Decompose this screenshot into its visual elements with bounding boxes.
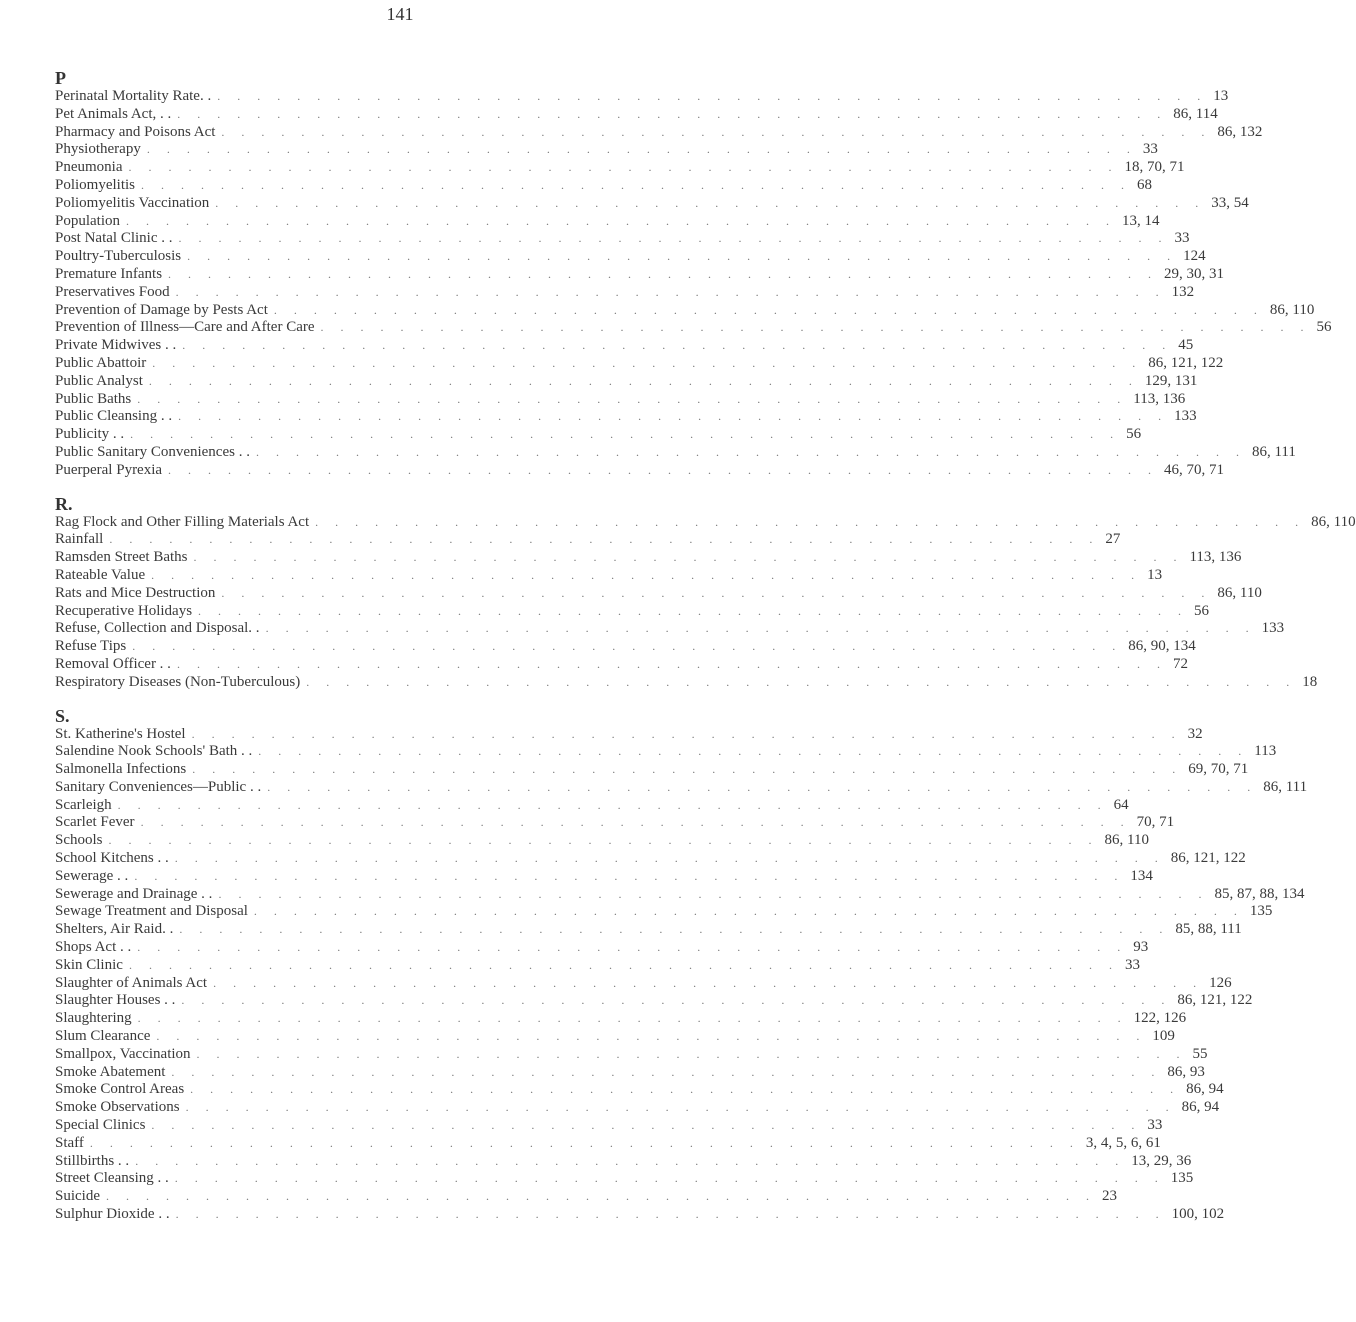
index-entry bbox=[55, 372, 1198, 391]
index-entry bbox=[55, 265, 1225, 284]
dot-leader: . . . . . . . . . . . . . . . . . . . . . . . . . . . . . . . . . . . . . . . . . . . . . . . . . . bbox=[253, 904, 1244, 919]
dot-leader: . . . . . . . . . . . . . . . . . . . . . . . . . . . . . . . . . . . . . . . . . . . . . . . . . . bbox=[192, 762, 1183, 777]
entry-term: Rag Flock and Other Filling Materials Act bbox=[55, 513, 310, 530]
dot-leader: . . . . . . . . . . . . . . . . . . . . . . . . . . . . . . . . . . . . . . . . . . . . . . . . . . bbox=[141, 177, 1132, 192]
entry-term: Physiotherapy bbox=[55, 141, 141, 158]
index-entry bbox=[55, 123, 1263, 142]
index-entry bbox=[55, 673, 1318, 692]
entry-term: Preservatives Food bbox=[55, 283, 170, 300]
entry-term: Prevention of Illness—Care and After Care bbox=[55, 319, 315, 336]
index-entry bbox=[55, 778, 1308, 797]
entry-term: Public Cleansing . . bbox=[55, 408, 173, 425]
dot-leader: . . . . . . . . . . . . . . . . . . . . . . . . . . . . . . . . . . . . . . . . . . . . . . . . . . bbox=[146, 142, 1137, 157]
index-entry bbox=[55, 638, 1196, 656]
index-entry bbox=[55, 337, 1194, 355]
entry-term: Sewage Treatment and Disposal bbox=[55, 903, 248, 920]
index-entry bbox=[55, 832, 1149, 850]
index-entry bbox=[55, 443, 1296, 462]
entry-pages: 100, 102 bbox=[1171, 1206, 1225, 1223]
index-entry bbox=[55, 655, 1188, 674]
index-entry bbox=[55, 850, 1246, 868]
entry-pages: 56 bbox=[1126, 426, 1142, 443]
entry-term: Sanitary Conveniences—Public . . bbox=[55, 778, 262, 795]
dot-leader: . . . . . . . . . . . . . . . . . . . . . . . . . . . . . . . . . . . . . . . . . . . . . . . . . . bbox=[215, 195, 1206, 210]
index-entry bbox=[55, 531, 1121, 549]
dot-leader: . . . . . . . . . . . . . . . . . . . . . . . . . . . . . . . . . . . . . . . . . . . . . . . . . . bbox=[196, 1046, 1187, 1061]
section-letter: P bbox=[55, 68, 66, 88]
entry-pages: 3, 4, 5, 6, 61 bbox=[1085, 1134, 1161, 1151]
entry-pages: 86, 94 bbox=[1181, 1099, 1220, 1116]
entry-term: Salmonella Infections bbox=[55, 761, 187, 778]
entry-pages: 33 bbox=[1174, 230, 1190, 247]
entry-term: Publicity . . bbox=[55, 426, 125, 443]
entry-pages: 133 bbox=[1174, 408, 1197, 425]
index-entry bbox=[55, 354, 1224, 373]
index-entry bbox=[55, 1028, 1175, 1046]
dot-leader: . . . . . . . . . . . . . . . . . . . . . . . . . . . . . . . . . . . . . . . . . . . . . . . . . . bbox=[126, 213, 1117, 228]
dot-leader: . . . . . . . . . . . . . . . . . . . . . . . . . . . . . . . . . . . . . . . . . . . . . . . . . . bbox=[218, 886, 1209, 901]
entry-term: Schools bbox=[55, 832, 103, 849]
entry-pages: 86, 111 bbox=[1251, 443, 1296, 460]
entry-term: Smoke Observations bbox=[55, 1099, 180, 1116]
entry-term: Recuperative Holidays bbox=[55, 602, 193, 619]
entry-pages: 13, 29, 36 bbox=[1131, 1152, 1192, 1169]
entry-pages: 86, 121, 122 bbox=[1177, 992, 1253, 1009]
entry-term: Rats and Mice Destruction bbox=[55, 584, 216, 601]
entry-term: Street Cleansing . . bbox=[55, 1170, 169, 1187]
entry-pages: 86, 110 bbox=[1217, 584, 1262, 601]
entry-pages: 135 bbox=[1249, 903, 1273, 920]
entry-term: St. Katherine's Hostel bbox=[55, 725, 186, 742]
entry-pages: 126 bbox=[1209, 974, 1232, 991]
entry-pages: 23 bbox=[1102, 1188, 1117, 1205]
index-entry bbox=[55, 903, 1273, 921]
entry-pages: 46, 70, 71 bbox=[1164, 461, 1225, 478]
index-section bbox=[55, 493, 1356, 692]
entry-term: Puerperal Pyrexia bbox=[55, 461, 163, 478]
index-entry bbox=[55, 921, 1242, 939]
entry-term: Special Clinics bbox=[55, 1117, 146, 1134]
entry-pages: 86, 90, 134 bbox=[1128, 638, 1196, 655]
entry-term: Stillbirths . . bbox=[55, 1152, 130, 1169]
entry-term: Slaughter Houses . . bbox=[55, 992, 176, 1009]
section-letter: S. bbox=[55, 705, 70, 726]
entry-pages: 70, 71 bbox=[1136, 814, 1175, 831]
index-entry bbox=[55, 426, 1142, 444]
entry-pages: 86, 93 bbox=[1167, 1063, 1205, 1080]
index-entry bbox=[55, 761, 1249, 779]
entry-term: Sewerage . . bbox=[55, 867, 129, 884]
index-entry bbox=[55, 159, 1185, 177]
entry-term: Slum Clearance bbox=[55, 1028, 151, 1045]
index-entry bbox=[55, 992, 1253, 1010]
index-entry bbox=[55, 814, 1175, 832]
index-entry bbox=[55, 88, 1229, 106]
dot-leader: . . . . . . . . . . . . . . . . . . . . . . . . . . . . . . . . . . . . . . . . . . . . . . . . . . bbox=[132, 639, 1123, 654]
dot-leader: . . . . . . . . . . . . . . . . . . . . . . . . . . . . . . . . . . . . . . . . . . . . . . . . . . bbox=[175, 1207, 1166, 1222]
index-entry bbox=[55, 796, 1129, 815]
entry-pages: 134 bbox=[1130, 867, 1153, 884]
dot-leader: . . . . . . . . . . . . . . . . . . . . . . . . . . . . . . . . . . . . . . . . . . . . . . . . . . bbox=[217, 89, 1208, 103]
entry-term: Sulphur Dioxide . . bbox=[55, 1206, 170, 1223]
dot-leader: . . . . . . . . . . . . . . . . . . . . . . . . . . . . . . . . . . . . . . . . . . . . . . . . . . bbox=[221, 124, 1212, 139]
index-entry bbox=[55, 867, 1153, 886]
entry-term: Private Midwives . . bbox=[55, 337, 177, 354]
dot-leader: . . . . . . . . . . . . . . . . . . . . . . . . . . . . . . . . . . . . . . . . . . . . . . . . . . bbox=[191, 726, 1182, 741]
index-entry bbox=[55, 1099, 1220, 1117]
entry-term: Smoke Abatement bbox=[55, 1063, 166, 1080]
index-entry bbox=[55, 725, 1203, 744]
dot-leader: . . . . . . . . . . . . . . . . . . . . . . . . . . . . . . . . . . . . . . . . . . . . . . . . . . bbox=[181, 993, 1172, 1008]
index-entry bbox=[55, 956, 1140, 975]
index-entry bbox=[55, 390, 1186, 409]
dot-leader: . . . . . . . . . . . . . . . . . . . . . . . . . . . . . . . . . . . . . . . . . . . . . . . . . . bbox=[148, 373, 1139, 388]
index-entry bbox=[55, 283, 1195, 302]
entry-pages: 109 bbox=[1152, 1028, 1175, 1045]
dot-leader: . . . . . . . . . . . . . . . . . . . . . . . . . . . . . . . . . . . . . . . . . . . . . . . . . . bbox=[176, 656, 1167, 671]
entry-pages: 86, 114 bbox=[1173, 105, 1218, 122]
entry-term: Slaughter of Animals Act bbox=[55, 974, 208, 991]
entry-term: Public Sanitary Conveniences . . bbox=[55, 443, 250, 460]
entry-term: Skin Clinic bbox=[55, 956, 123, 973]
entry-pages: 32 bbox=[1187, 725, 1203, 742]
index-entry bbox=[55, 1010, 1187, 1028]
index-entry bbox=[55, 1063, 1205, 1082]
entry-pages: 86, 110 bbox=[1311, 513, 1356, 530]
dot-leader: . . . . . . . . . . . . . . . . . . . . . . . . . . . . . . . . . . . . . . . . . . . . . . . . . . bbox=[177, 106, 1168, 121]
dot-leader: . . . . . . . . . . . . . . . . . . . . . . . . . . . . . . . . . . . . . . . . . . . . . . . . . . bbox=[151, 567, 1142, 582]
dot-leader: . . . . . . . . . . . . . . . . . . . . . . . . . . . . . . . . . . . . . . . . . . . . . . . . . . bbox=[255, 444, 1246, 459]
dot-leader: . . . . . . . . . . . . . . . . . . . . . . . . . . . . . . . . . . . . . . . . . . . . . . . . . . bbox=[187, 249, 1178, 264]
entry-term: Post Natal Clinic . . bbox=[55, 230, 173, 247]
entry-pages: 56 bbox=[1194, 602, 1210, 619]
dot-leader: . . . . . . . . . . . . . . . . . . . . . . . . . . . . . . . . . . . . . . . . . . . . . . . . . . bbox=[117, 797, 1108, 812]
dot-leader: . . . . . . . . . . . . . . . . . . . . . . . . . . . . . . . . . . . . . . . . . . . . . . . . . . bbox=[137, 1011, 1128, 1026]
dot-leader: . . . . . . . . . . . . . . . . . . . . . . . . . . . . . . . . . . . . . . . . . . . . . . . . . . bbox=[315, 514, 1306, 529]
index-entry bbox=[55, 301, 1315, 320]
dot-leader: . . . . . . . . . . . . . . . . . . . . . . . . . . . . . . . . . . . . . . . . . . . . . . . . . . bbox=[130, 427, 1121, 442]
entry-term: Poliomyelitis Vaccination bbox=[55, 194, 210, 211]
entry-term: Refuse, Collection and Disposal. . bbox=[55, 620, 260, 637]
dot-leader: . . . . . . . . . . . . . . . . . . . . . . . . . . . . . . . . . . . . . . . . . . . . . . . . . . bbox=[134, 868, 1125, 883]
entry-pages: 68 bbox=[1137, 176, 1153, 193]
entry-pages: 113, 136 bbox=[1133, 390, 1186, 407]
index-entry bbox=[55, 620, 1285, 638]
index-entry bbox=[55, 1188, 1117, 1206]
entry-term: Public Analyst bbox=[55, 372, 143, 389]
entry-pages: 113 bbox=[1254, 743, 1277, 760]
dot-leader: . . . . . . . . . . . . . . . . . . . . . . . . . . . . . . . . . . . . . . . . . . . . . . . . . . bbox=[174, 1171, 1165, 1186]
entry-term: Slaughtering bbox=[55, 1010, 132, 1027]
entry-term: Perinatal Mortality Rate. . bbox=[55, 88, 212, 104]
entry-pages: 27 bbox=[1105, 531, 1121, 548]
dot-leader: . . . . . . . . . . . . . . . . . . . . . . . . . . . . . . . . . . . . . . . . . . . . . . . . . . bbox=[128, 957, 1119, 972]
index-entry bbox=[55, 212, 1160, 231]
entry-term: Removal Officer . . bbox=[55, 655, 171, 672]
dot-leader: . . . . . . . . . . . . . . . . . . . . . . . . . . . . . . . . . . . . . . . . . . . . . . . . . . bbox=[174, 851, 1165, 866]
entry-pages: 13 bbox=[1213, 88, 1229, 104]
entry-term: Scarleigh bbox=[55, 796, 112, 813]
entry-pages: 129, 131 bbox=[1144, 372, 1198, 389]
dot-leader: . . . . . . . . . . . . . . . . . . . . . . . . . . . . . . . . . . . . . . . . . . . . . . . . . . bbox=[178, 409, 1169, 424]
dot-leader: . . . . . . . . . . . . . . . . . . . . . . . . . . . . . . . . . . . . . . . . . . . . . . . . . . bbox=[267, 779, 1258, 794]
index-entry bbox=[55, 319, 1332, 337]
entry-pages: 45 bbox=[1178, 337, 1194, 354]
index-entry bbox=[55, 230, 1190, 248]
entry-pages: 33 bbox=[1147, 1117, 1163, 1134]
index-listing bbox=[55, 68, 1356, 1238]
dot-leader: . . . . . . . . . . . . . . . . . . . . . . . . . . . . . . . . . . . . . . . . . . . . . . . . . . bbox=[109, 532, 1100, 547]
entry-term: School Kitchens . . bbox=[55, 850, 169, 867]
dot-leader: . . . . . . . . . . . . . . . . . . . . . . . . . . . . . . . . . . . . . . . . . . . . . . . . . . bbox=[152, 355, 1143, 370]
entry-pages: 85, 87, 88, 134 bbox=[1214, 885, 1305, 902]
entry-term: Refuse Tips bbox=[55, 638, 127, 655]
index-entry bbox=[55, 1206, 1225, 1224]
index-entry bbox=[55, 885, 1305, 904]
dot-leader: . . . . . . . . . . . . . . . . . . . . . . . . . . . . . . . . . . . . . . . . . . . . . . . . . . bbox=[258, 744, 1249, 759]
dot-leader: . . . . . . . . . . . . . . . . . . . . . . . . . . . . . . . . . . . . . . . . . . . . . . . . . . bbox=[168, 266, 1159, 281]
entry-pages: 86, 110 bbox=[1269, 301, 1315, 318]
entry-pages: 18 bbox=[1302, 673, 1318, 690]
entry-term: Staff bbox=[55, 1134, 84, 1151]
entry-pages: 33, 54 bbox=[1211, 194, 1249, 211]
dot-leader: . . . . . . . . . . . . . . . . . . . . . . . . . . . . . . . . . . . . . . . . . . . . . . . . . . bbox=[190, 1082, 1181, 1097]
entry-pages: 122, 126 bbox=[1133, 1010, 1187, 1027]
index-entry bbox=[55, 974, 1232, 993]
index-entry bbox=[55, 1152, 1192, 1171]
dot-leader: . . . . . . . . . . . . . . . . . . . . . . . . . . . . . . . . . . . . . . . . . . . . . . . . . . bbox=[273, 302, 1264, 317]
dot-leader: . . . . . . . . . . . . . . . . . . . . . . . . . . . . . . . . . . . . . . . . . . . . . . . . . . bbox=[213, 975, 1204, 990]
dot-leader: . . . . . . . . . . . . . . . . . . . . . . . . . . . . . . . . . . . . . . . . . . . . . . . . . . bbox=[135, 1153, 1126, 1168]
entry-pages: 85, 88, 111 bbox=[1175, 921, 1242, 938]
entry-pages: 135 bbox=[1170, 1170, 1194, 1187]
entry-term: Prevention of Damage by Pests Act bbox=[55, 301, 268, 318]
entry-term: Rateable Value bbox=[55, 566, 146, 583]
dot-leader: . . . . . . . . . . . . . . . . . . . . . . . . . . . . . . . . . . . . . . . . . . . . . . . . . . bbox=[106, 1189, 1096, 1204]
entry-term: Shelters, Air Raid. . bbox=[55, 921, 174, 938]
entry-pages: 64 bbox=[1113, 796, 1129, 813]
dot-leader: . . . . . . . . . . . . . . . . . . . . . . . . . . . . . . . . . . . . . . . . . . . . . . . . . . bbox=[193, 550, 1184, 565]
index-entry bbox=[55, 1045, 1208, 1064]
index-section bbox=[55, 705, 1308, 1224]
index-entry bbox=[55, 248, 1206, 266]
entry-pages: 13, 14 bbox=[1122, 212, 1160, 229]
entry-term: Smallpox, Vaccination bbox=[55, 1045, 191, 1062]
dot-leader: . . . . . . . . . . . . . . . . . . . . . . . . . . . . . . . . . . . . . . . . . . . . . . . . . . bbox=[306, 674, 1297, 689]
entry-pages: 132 bbox=[1171, 283, 1195, 300]
entry-pages: 33 bbox=[1124, 956, 1140, 973]
dot-leader: . . . . . . . . . . . . . . . . . . . . . . . . . . . . . . . . . . . . . . . . . . . . . . . . . . bbox=[221, 585, 1212, 600]
entry-pages: 93 bbox=[1133, 939, 1149, 956]
dot-leader: . . . . . . . . . . . . . . . . . . . . . . . . . . . . . . . . . . . . . . . . . . . . . . . . . . bbox=[89, 1135, 1080, 1150]
dot-leader: . . . . . . . . . . . . . . . . . . . . . . . . . . . . . . . . . . . . . . . . . . . . . . . . . . bbox=[140, 815, 1131, 830]
entry-pages: 86, 94 bbox=[1186, 1081, 1224, 1098]
dot-leader: . . . . . . . . . . . . . . . . . . . . . . . . . . . . . . . . . . . . . . . . . . . . . . . . . . bbox=[137, 940, 1128, 955]
entry-term: Shops Act . . bbox=[55, 939, 132, 956]
entry-term: Smoke Control Areas bbox=[55, 1081, 185, 1098]
entry-pages: 72 bbox=[1172, 655, 1188, 672]
entry-pages: 18, 70, 71 bbox=[1124, 159, 1185, 176]
dot-leader: . . . . . . . . . . . . . . . . . . . . . . . . . . . . . . . . . . . . . . . . . . . . . . . . . . bbox=[179, 922, 1170, 937]
index-entry bbox=[55, 1134, 1161, 1153]
entry-term: Pet Animals Act, . . bbox=[55, 105, 172, 122]
index-entry bbox=[55, 408, 1197, 426]
index-entry bbox=[55, 194, 1249, 213]
dot-leader: . . . . . . . . . . . . . . . . . . . . . . . . . . . . . . . . . . . . . . . . . . . . . . . . . . bbox=[265, 621, 1256, 636]
entry-term: Pneumonia bbox=[55, 159, 123, 176]
dot-leader: . . . . . . . . . . . . . . . . . . . . . . . . . . . . . . . . . . . . . . . . . . . . . . . . . . bbox=[175, 284, 1166, 299]
dot-leader: . . . . . . . . . . . . . . . . . . . . . . . . . . . . . . . . . . . . . . . . . . . . . . . . . . bbox=[198, 603, 1189, 618]
dot-leader: . . . . . . . . . . . . . . . . . . . . . . . . . . . . . . . . . . . . . . . . . . . . . . . . . . bbox=[137, 391, 1128, 406]
index-entry bbox=[55, 513, 1356, 532]
index-entry bbox=[55, 141, 1158, 159]
dot-leader: . . . . . . . . . . . . . . . . . . . . . . . . . . . . . . . . . . . . . . . . . . . . . . . . . . bbox=[156, 1029, 1147, 1044]
entry-term: Poliomyelitis bbox=[55, 176, 136, 193]
entry-term: Suicide bbox=[55, 1188, 100, 1205]
entry-term: Sewerage and Drainage . . bbox=[55, 885, 213, 902]
entry-pages: 86, 110 bbox=[1104, 832, 1149, 849]
index-entry bbox=[55, 461, 1225, 480]
entry-pages: 124 bbox=[1183, 248, 1206, 265]
section-letter: R. bbox=[55, 493, 73, 514]
entry-term: Scarlet Fever bbox=[55, 814, 135, 831]
index-entry bbox=[55, 1170, 1194, 1188]
entry-term: Ramsden Street Baths bbox=[55, 549, 188, 566]
entry-term: Poultry-Tuberculosis bbox=[55, 248, 182, 265]
dot-leader: . . . . . . . . . . . . . . . . . . . . . . . . . . . . . . . . . . . . . . . . . . . . . . . . . . bbox=[320, 320, 1311, 335]
dot-leader: . . . . . . . . . . . . . . . . . . . . . . . . . . . . . . . . . . . . . . . . . . . . . . . . . . bbox=[178, 231, 1169, 246]
entry-term: Population bbox=[55, 212, 121, 229]
entry-pages: 55 bbox=[1192, 1045, 1208, 1062]
entry-pages: 69, 70, 71 bbox=[1188, 761, 1249, 778]
entry-pages: 86, 121, 122 bbox=[1148, 354, 1224, 371]
dot-leader: . . . . . . . . . . . . . . . . . . . . . . . . . . . . . . . . . . . . . . . . . . . . . . . . . . bbox=[151, 1118, 1142, 1133]
dot-leader: . . . . . . . . . . . . . . . . . . . . . . . . . . . . . . . . . . . . . . . . . . . . . . . . . . bbox=[108, 833, 1099, 848]
page-number: 141 bbox=[386, 4, 414, 24]
entry-pages: 29, 30, 31 bbox=[1164, 265, 1225, 282]
entry-term: Premature Infants bbox=[55, 265, 163, 282]
entry-pages: 113, 136 bbox=[1189, 549, 1242, 566]
index-entry bbox=[55, 602, 1210, 621]
index-entry bbox=[55, 1081, 1224, 1099]
index-section bbox=[55, 68, 1332, 480]
index-entry bbox=[55, 105, 1218, 124]
entry-pages: 33 bbox=[1142, 141, 1158, 158]
entry-pages: 56 bbox=[1316, 319, 1332, 336]
dot-leader: . . . . . . . . . . . . . . . . . . . . . . . . . . . . . . . . . . . . . . . . . . . . . . . . . . bbox=[128, 160, 1119, 175]
index-entry bbox=[55, 939, 1149, 957]
entry-pages: 86, 111 bbox=[1263, 778, 1308, 795]
dot-leader: . . . . . . . . . . . . . . . . . . . . . . . . . . . . . . . . . . . . . . . . . . . . . . . . . . bbox=[185, 1100, 1176, 1115]
dot-leader: . . . . . . . . . . . . . . . . . . . . . . . . . . . . . . . . . . . . . . . . . . . . . . . . . . bbox=[182, 338, 1173, 353]
index-entry bbox=[55, 584, 1262, 603]
entry-pages: 86, 121, 122 bbox=[1170, 850, 1246, 867]
entry-term: Pharmacy and Poisons Act bbox=[55, 123, 216, 140]
entry-term: Public Abattoir bbox=[55, 354, 147, 371]
entry-term: Salendine Nook Schools' Bath . . bbox=[55, 743, 253, 760]
index-entry bbox=[55, 566, 1163, 585]
index-entry bbox=[55, 176, 1153, 195]
entry-pages: 133 bbox=[1261, 620, 1285, 637]
dot-leader: . . . . . . . . . . . . . . . . . . . . . . . . . . . . . . . . . . . . . . . . . . . . . . . . . . bbox=[168, 462, 1159, 477]
index-entry bbox=[55, 549, 1242, 567]
index-entry bbox=[55, 1117, 1163, 1135]
entry-term: Respiratory Diseases (Non-Tuberculous) bbox=[55, 673, 301, 690]
entry-pages: 86, 132 bbox=[1217, 123, 1263, 140]
dot-leader: . . . . . . . . . . . . . . . . . . . . . . . . . . . . . . . . . . . . . . . . . . . . . . . . . . bbox=[171, 1064, 1162, 1079]
index-entry bbox=[55, 743, 1277, 761]
entry-term: Rainfall bbox=[55, 531, 104, 548]
entry-term: Public Baths bbox=[55, 390, 132, 407]
entry-pages: 13 bbox=[1147, 566, 1163, 583]
